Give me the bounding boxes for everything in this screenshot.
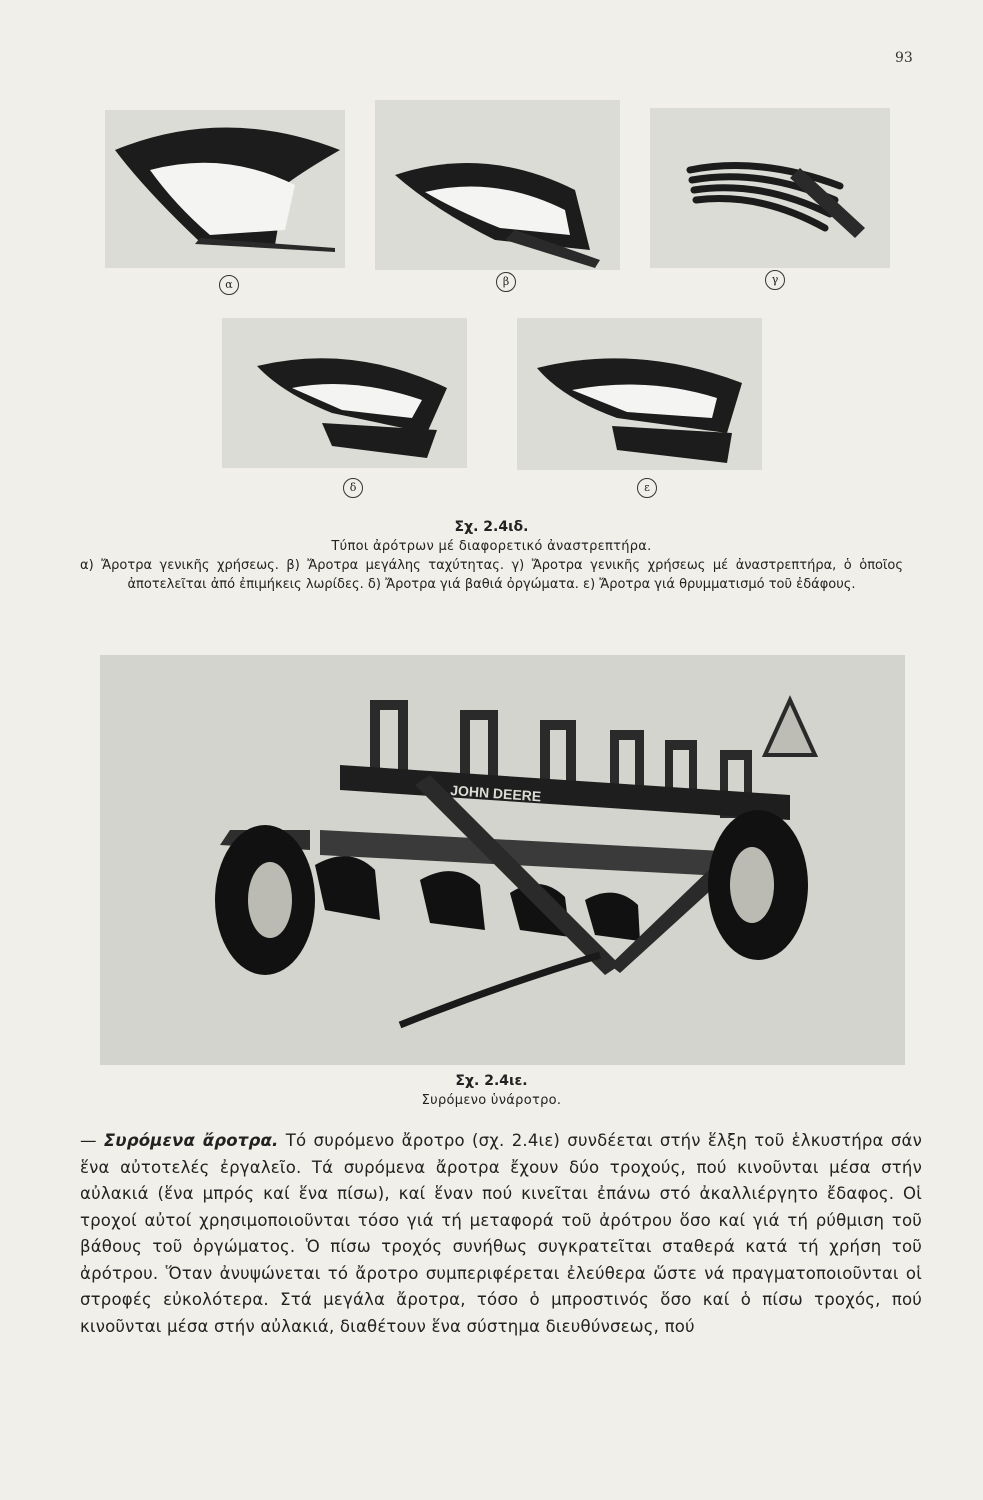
figure-title: Τύποι ἀρότρων μέ διαφορετικό ἀναστρεπτήρα. xyxy=(331,539,652,554)
moldboard-g-illustration xyxy=(650,108,890,268)
moldboard-d-illustration xyxy=(222,318,467,468)
paragraph-lead: Συρόμενα ἄροτρα. xyxy=(103,1131,279,1150)
figure-number: Σχ. 2.4ιδ. xyxy=(454,519,529,535)
figure-label-g: γ xyxy=(765,270,785,290)
trailed-plow-illustration xyxy=(100,655,905,1065)
photo-plow-b xyxy=(375,100,620,270)
moldboard-a-illustration xyxy=(105,110,345,268)
figure-caption-trailed-plow xyxy=(80,1073,903,1108)
photo-plow-a xyxy=(105,110,345,268)
figure-label-a: α xyxy=(219,275,239,295)
figure-title: Συρόμενο ὑνάροτρο. xyxy=(421,1093,562,1108)
figure-label-e: ε xyxy=(637,478,657,498)
figure-label-d: δ xyxy=(343,478,363,498)
figure-number: Σχ. 2.4ιε. xyxy=(455,1073,528,1089)
brand-on-frame: JOHN DEERE xyxy=(449,782,542,805)
figure-label-b: β xyxy=(496,272,516,292)
moldboard-e-illustration xyxy=(517,318,762,470)
body-paragraph: — Συρόμενα ἄροτρα. Τό συρόμενο ἄροτρο (σχ. 2.4ιε) συνδέεται στήν ἕλξη τοῦ ἑλκυστήρα σάν ἕνα αὐτοτελές ἐργαλεῖο. Τά συρόμενα ἄροτρα ἔχουν δύο τροχούς, πού κινοῦνται μέσα στήν αὐλακιά (ἕνα μπρός καί ἕνα πίσω), καί ἕναν πού κινεῖται ἐπάνω στό ἀκαλλιέργητο ἔδαφος. Οἱ τροχοί αὐτοί χρησιμοποιοῦνται τόσο γιά τή μεταφορά τοῦ ἀρότρου ὅσο καί γιά τή ρύθμιση τοῦ βάθους τοῦ ὀργώματος. Ὁ πίσω τροχός συνήθως συγκρατεῖται σταθερά κατά τή χρήση τοῦ ἀρότρου. Ὅταν ἀνυψώνεται τό ἄροτρο συμπεριφέρεται ἐλεύθερα ὥστε νά πραγματοποιοῦνται οἱ στροφές εὐκολότερα. Στά μεγάλα ἄροτρα, τόσο ὁ μπροστινός ὅσο καί ὁ πίσω τροχός, πού κινοῦνται μέσα στήν αὐλακιά, διαθέτουν ἕνα σύστημα διευθύνσεως, πού xyxy=(80,1131,922,1336)
page-number: 93 xyxy=(895,50,913,66)
photo-plow-d xyxy=(222,318,467,468)
photo-trailed-plow xyxy=(100,655,905,1065)
paragraph-text: Τό συρόμενο ἄροτρο (σχ. 2.4ιε) συνδέεται στήν ἕλξη τοῦ ἑλκυστήρα σάν ἕνα αὐτοτελές ἐργαλεῖο. Τά συρόμενα ἄροτρα ἔχουν δύο τροχούς, πού κινοῦνται μέσα στήν αὐλακιά (ἕνα μπρός καί ἕνα πίσω), καί ἕναν πού κινεῖται ἐπάνω στό ἀκαλλιέργητο ἔδαφος. Οἱ τροχοί αὐτοί χρησιμοποιοῦνται τόσο γιά τή μεταφορά τοῦ ἀρότρου ὅσο καί γιά τή ρύθμιση τοῦ βάθους τοῦ ὀργώματος. Ὁ πίσω τροχός συνήθως συγκρατεῖται σταθερά κατά τή χρήση τοῦ ἀρότρου. Ὅταν ἀνυψώνεται τό ἄροτρο συμπεριφέρεται ἐλεύθερα ὥστε νά πραγματοποιοῦνται οἱ στροφές εὐκολότερα. Στά μεγάλα ἄροτρα, τόσο ὁ μπροστινός ὅσο καί ὁ πίσω τροχός, πού κινοῦνται μέσα στήν αὐλακιά, διαθέτουν ἕνα σύστημα διευθύνσεως, πού xyxy=(80,1131,922,1336)
photo-plow-g xyxy=(650,108,890,268)
photo-plow-e xyxy=(517,318,762,470)
moldboard-b-illustration xyxy=(375,100,620,270)
figure-caption-plow-types xyxy=(80,519,903,594)
figure-description: α) Ἄροτρα γενικῆς χρήσεως. β) Ἄροτρα μεγάλης ταχύτητας. γ) Ἄροτρα γενικῆς χρήσεως μέ ἀναστρεπτήρα, ὁ ὁποῖος ἀποτελεῖται ἀπό ἐπιμήκεις λωρίδες. δ) Ἄροτρα γιά βαθιά ὀργώματα. ε) Ἄροτρα γιά θρυμματισμό τοῦ ἐδάφους. xyxy=(80,558,903,592)
